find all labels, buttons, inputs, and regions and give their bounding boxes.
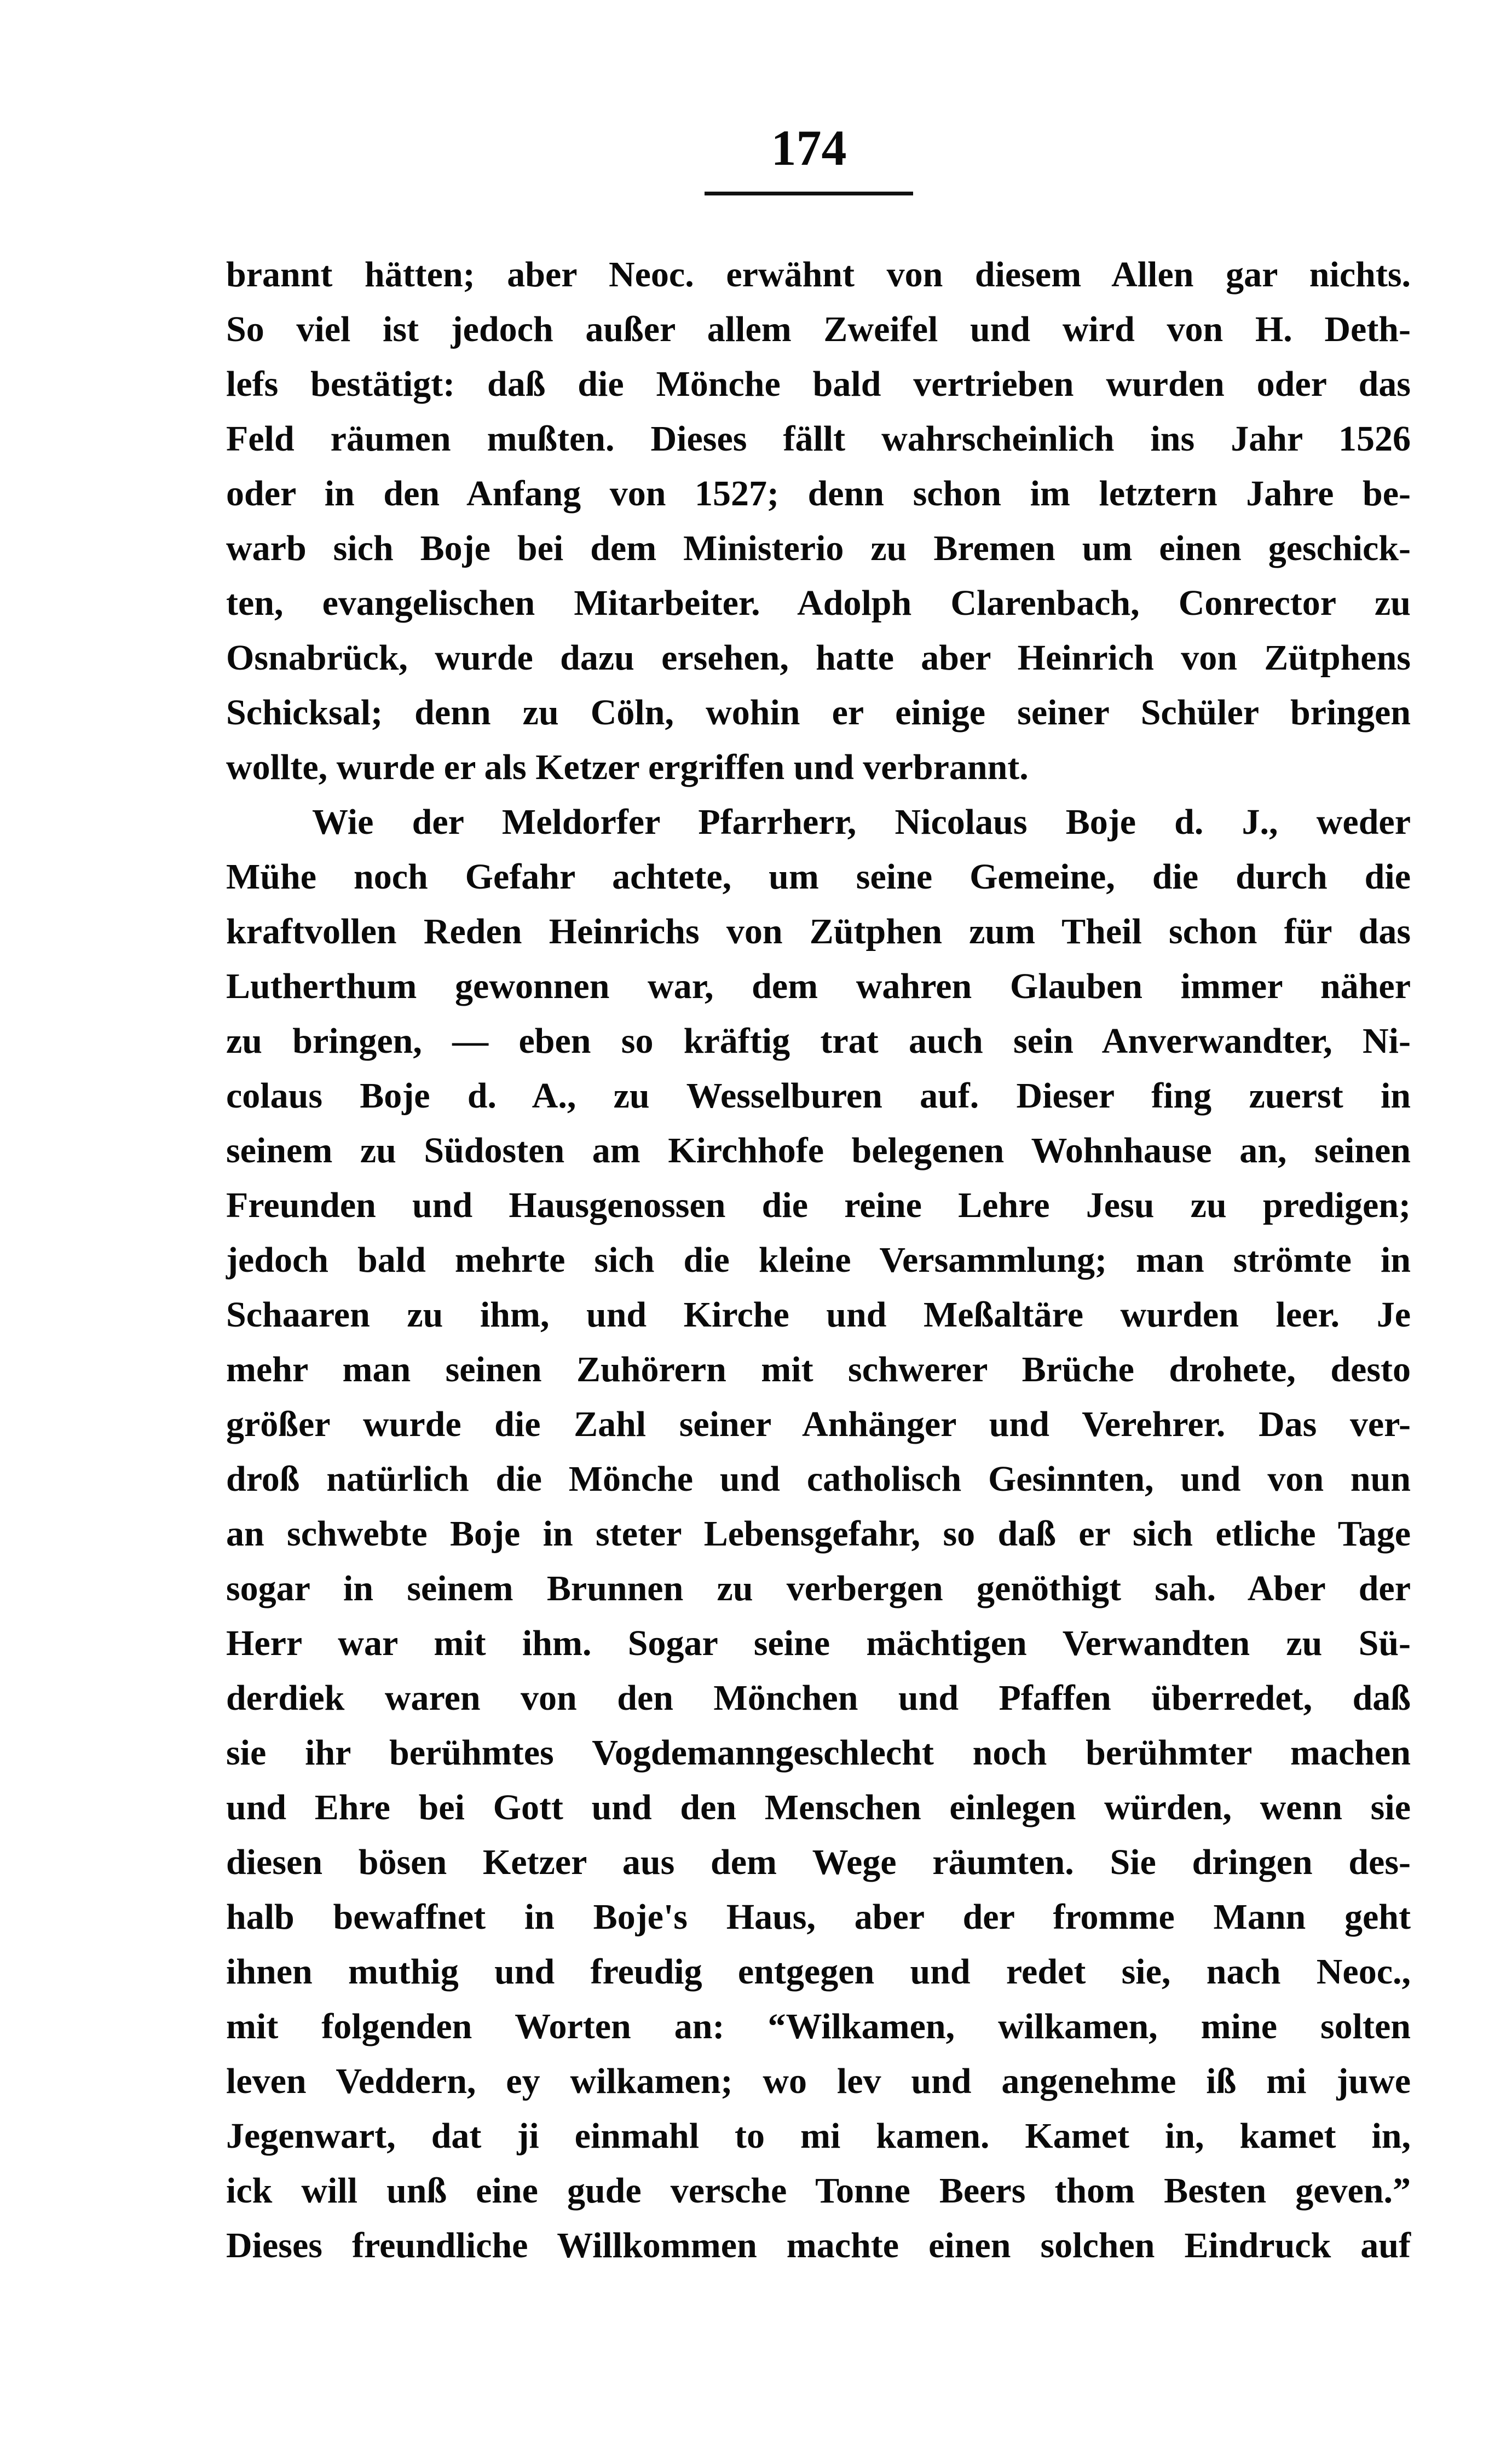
text-line: Feld räumen mußten. Dieses fällt wahrscheinlich ins Jahr 1526 (226, 419, 1411, 459)
text-line: Mühe noch Gefahr achtete, um seine Gemeine, die durch die (226, 857, 1411, 897)
text-line: ihnen muthig und freudig entgegen und redet sie, nach Neoc., (226, 1952, 1411, 1992)
text-line: zu bringen, — eben so kräftig trat auch sein Anverwandter, Ni- (226, 1021, 1411, 1061)
page-number-rule (705, 192, 913, 195)
page-number: 174 (771, 120, 847, 176)
text-line: an schwebte Boje in steter Lebensgefahr, so daß er sich etliche Tage (226, 1514, 1411, 1554)
text-line: halb bewaffnet in Boje's Haus, aber der fromme Mann geht (226, 1897, 1411, 1937)
text-line: lefs bestätigt: daß die Mönche bald vertrieben wurden oder das (226, 364, 1411, 404)
text-line: Lutherthum gewonnen war, dem wahren Glauben immer näher (226, 966, 1411, 1006)
text-line: Wie der Meldorfer Pfarrherr, Nicolaus Boje d. J., weder (312, 802, 1411, 842)
text-line: So viel ist jedoch außer allem Zweifel und wird von H. Deth- (226, 309, 1411, 349)
text-line: mehr man seinen Zuhörern mit schwerer Brüche drohete, desto (226, 1350, 1411, 1389)
text-line: Osnabrück, wurde dazu ersehen, hatte aber Heinrich von Zütphens (226, 638, 1411, 678)
text-line: und Ehre bei Gott und den Menschen einlegen würden, wenn sie (226, 1787, 1411, 1827)
text-line: Dieses freundliche Willkommen machte einen solchen Eindruck auf (226, 2225, 1411, 2265)
text-line: Freunden und Hausgenossen die reine Lehre Jesu zu predigen; (226, 1185, 1411, 1225)
text-line: droß natürlich die Mönche und catholisch Gesinnten, und von nun (226, 1459, 1411, 1499)
text-line: ten, evangelischen Mitarbeiter. Adolph Clarenbach, Conrector zu (226, 583, 1411, 623)
text-line: oder in den Anfang von 1527; denn schon im letztern Jahre be- (226, 474, 1411, 514)
text-line: colaus Boje d. A., zu Wesselburen auf. Dieser fing zuerst in (226, 1076, 1411, 1116)
text-line: größer wurde die Zahl seiner Anhänger und Verehrer. Das ver- (226, 1404, 1411, 1444)
text-line: Jegenwart, dat ji einmahl to mi kamen. Kamet in, kamet in, (226, 2116, 1411, 2156)
text-line: mit folgenden Worten an: “Wilkamen, wilkamen, mine solten (226, 2006, 1411, 2046)
text-line: derdiek waren von den Mönchen und Pfaffen überredet, daß (226, 1678, 1411, 1718)
text-line: seinem zu Südosten am Kirchhofe belegenen Wohnhause an, seinen (226, 1131, 1411, 1170)
body-text (226, 247, 1411, 2273)
text-line: kraftvollen Reden Heinrichs von Zütphen zum Theil schon für das (226, 912, 1411, 952)
text-line: jedoch bald mehrte sich die kleine Versammlung; man strömte in (226, 1240, 1411, 1280)
text-line: sie ihr berühmtes Vogdemanngeschlecht noch berühmter machen (226, 1733, 1411, 1773)
text-line: diesen bösen Ketzer aus dem Wege räumten. Sie dringen des- (226, 1842, 1411, 1882)
text-line: leven Veddern, ey wilkamen; wo lev und angenehme iß mi juwe (226, 2061, 1411, 2101)
text-line: wollte, wurde er als Ketzer ergriffen und verbrannt. (226, 747, 1029, 787)
text-line: warb sich Boje bei dem Ministerio zu Bremen um einen geschick- (226, 528, 1411, 568)
text-line: Schicksal; denn zu Cöln, wohin er einige seiner Schüler bringen (226, 693, 1411, 733)
text-line: sogar in seinem Brunnen zu verbergen genöthigt sah. Aber der (226, 1569, 1411, 1608)
text-line: brannt hätten; aber Neoc. erwähnt von diesem Allen gar nichts. (226, 255, 1411, 295)
paragraph (226, 247, 1411, 795)
text-line: ick will unß eine gude versche Tonne Beers thom Besten geven.” (226, 2171, 1411, 2211)
text-line: Schaaren zu ihm, und Kirche und Meßaltäre wurden leer. Je (226, 1295, 1411, 1335)
text-line: Herr war mit ihm. Sogar seine mächtigen Verwandten zu Sü- (226, 1623, 1411, 1663)
paragraph (226, 795, 1411, 2273)
